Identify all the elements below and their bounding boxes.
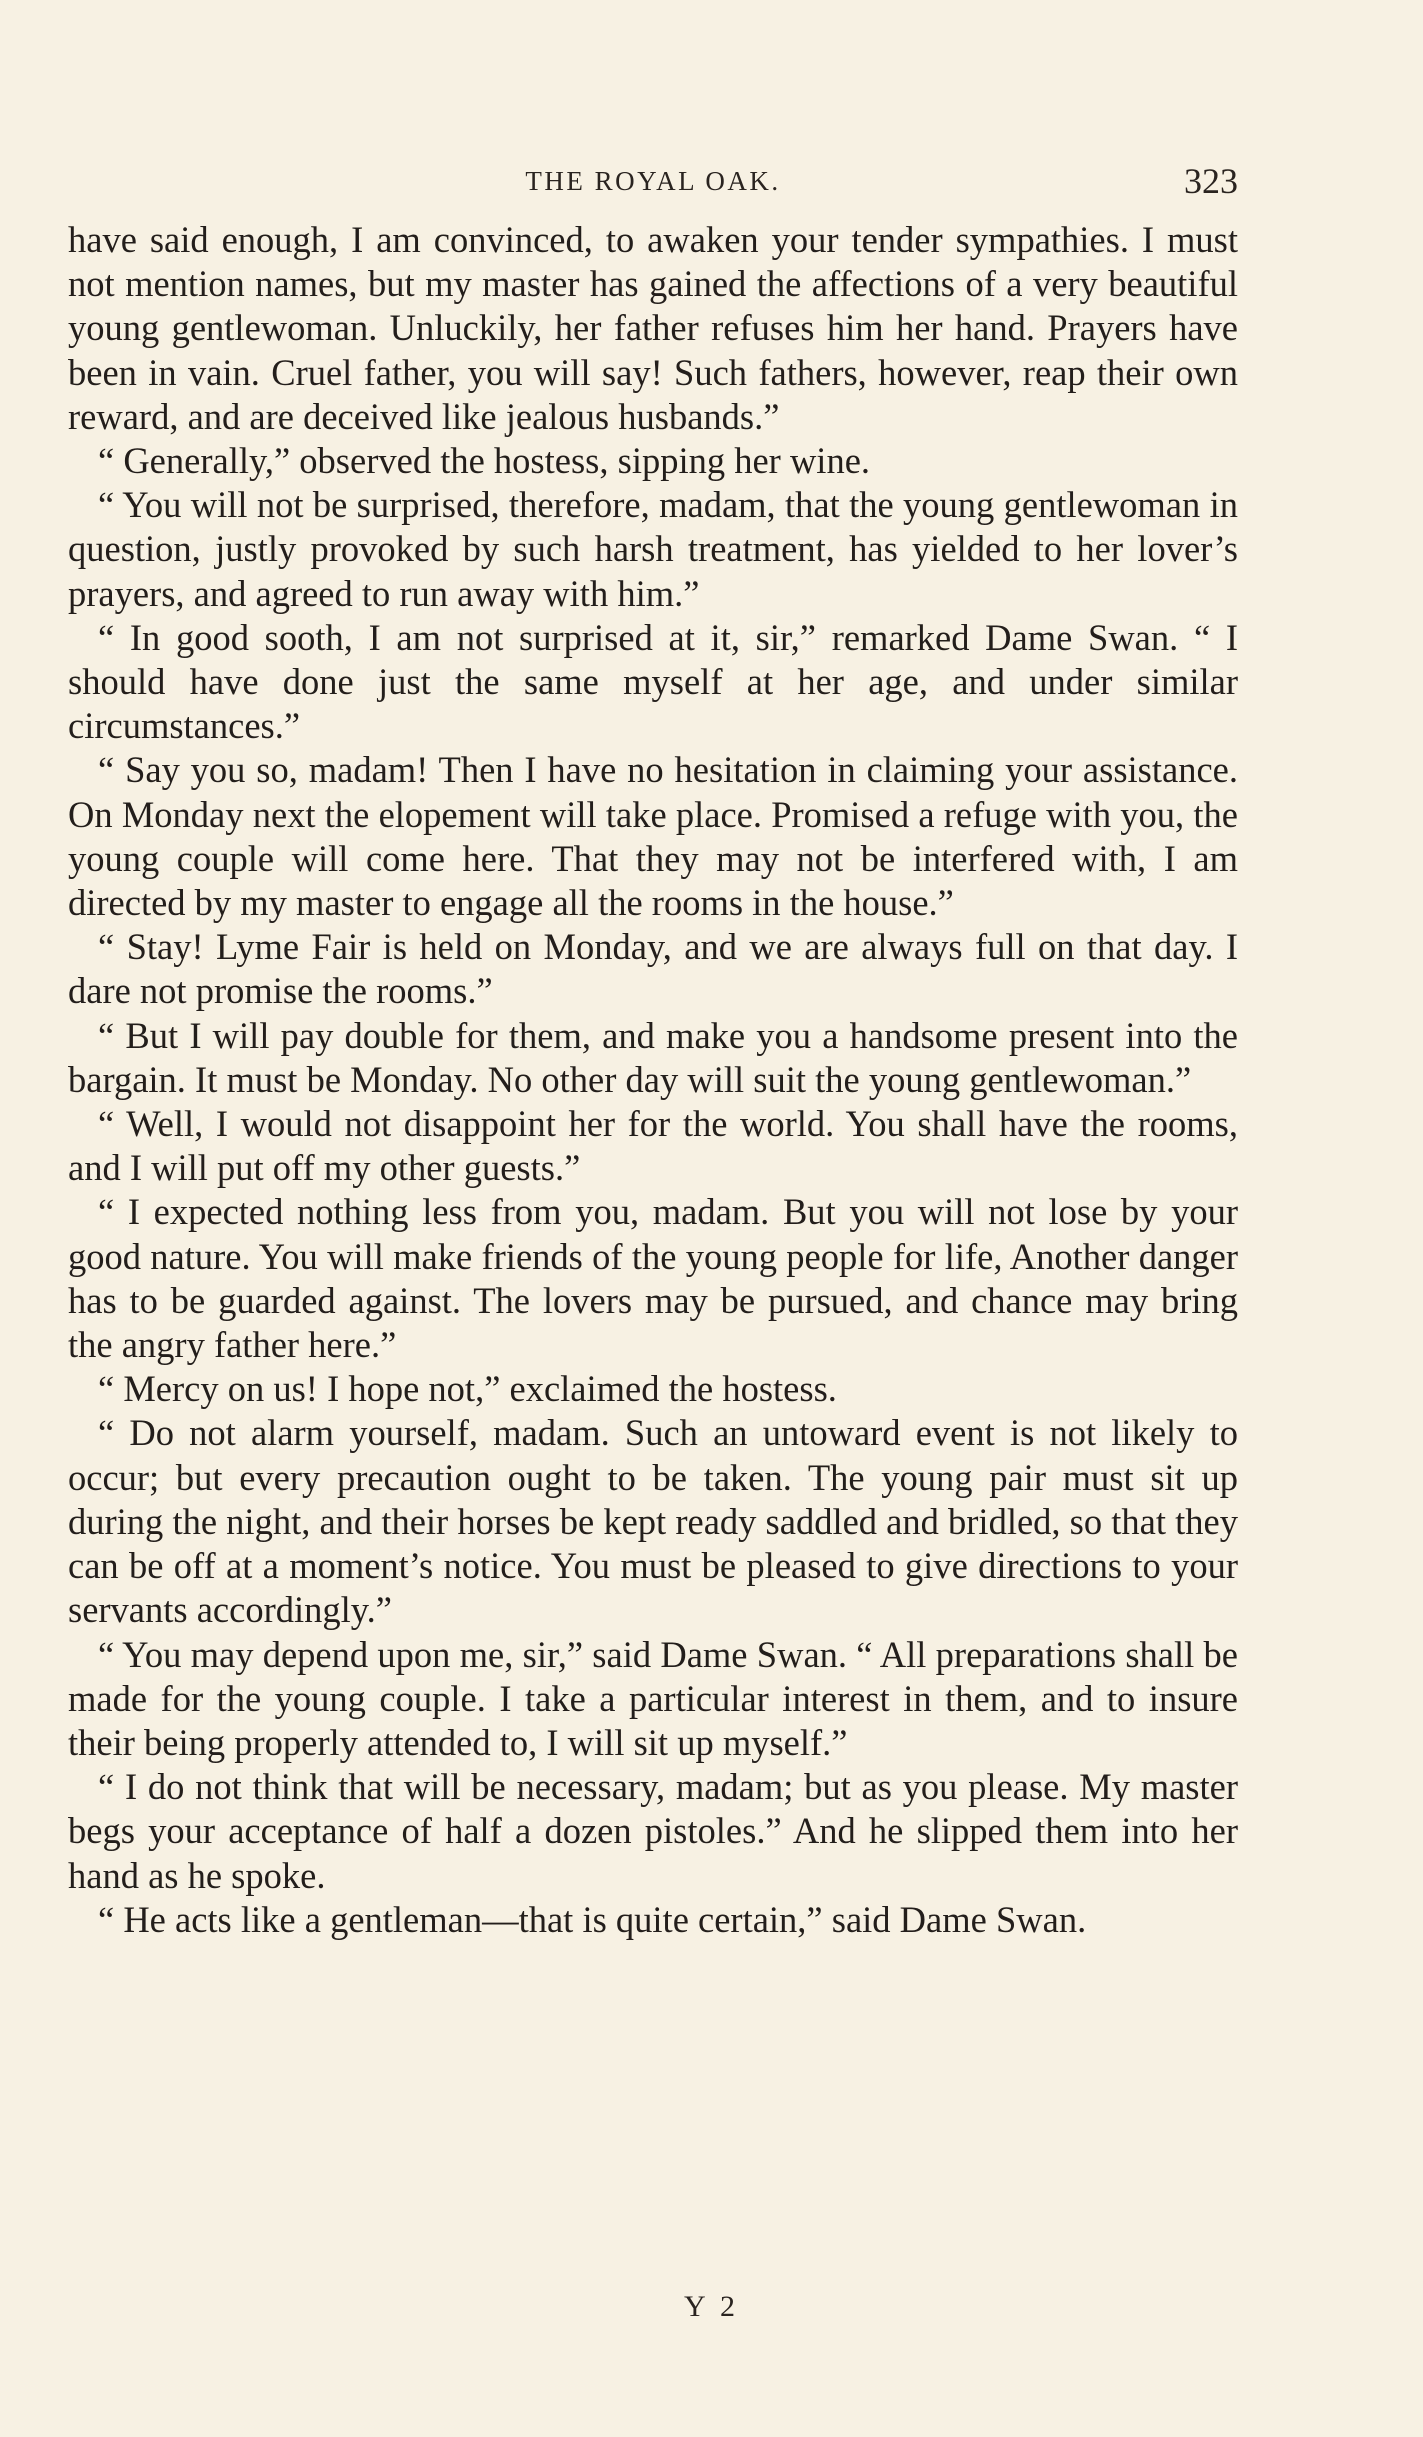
paragraph: have said enough, I am convinced, to awaken your tender sympathies. I must not mention names, but my master has gained the affections of a very beautiful young gentlewoman. Unluckily, her father refuses him her hand. Prayers have been in vain. Cruel father, you will say! Such fathers, however, reap their own reward, and are deceived like jealous husbands.” (68, 219, 1238, 437)
paragraph: “ Well, I would not disappoint her for the world. You shall have the rooms, and I will put off my other guests.” (68, 1103, 1238, 1189)
running-title: THE ROYAL OAK. (525, 166, 781, 196)
paragraph: “ Stay! Lyme Fair is held on Monday, and we are always full on that day. I dare not promise the rooms.” (68, 926, 1238, 1012)
paragraph: “ Do not alarm yourself, madam. Such an untoward event is not likely to occur; but every precaution ought to be taken. The young pair must sit up during the night, and their horses be kept ready saddled and bridled, so that they can be off at a moment’s notice. You must be pleased to give directions to your servants accordingly.” (68, 1412, 1238, 1631)
running-head (68, 160, 1238, 200)
paragraph: “ He acts like a gentleman—that is quite certain,” said Dame Swan. (98, 1898, 1087, 1940)
paragraph: “ Say you so, madam! Then I have no hesitation in claiming your assistance. On Monday next the elopement will take place. Promised a refuge with you, the young couple will come here. That they may not be interfered with, I am directed by my master to engage all the rooms in the house.” (68, 749, 1238, 924)
paragraph: “ You may depend upon me, sir,” said Dame Swan. “ All preparations shall be made for the young couple. I take a particular interest in them, and to insure their being properly attended to, I will sit up myself.” (68, 1633, 1238, 1763)
paragraph: “ You will not be surprised, therefore, madam, that the young gentlewoman in question, justly provoked by such harsh treatment, has yielded to her lover’s prayers, and agreed to run away with him.” (68, 484, 1238, 614)
paragraph: “ But I will pay double for them, and make you a handsome present into the bargain. It must be Monday. No other day will suit the young gentlewoman.” (68, 1014, 1238, 1100)
signature-mark: Y 2 (683, 2290, 740, 2323)
paragraph: “ I expected nothing less from you, madam. But you will not lose by your good nature. You will make friends of the young people for life, Another danger has to be guarded against. The lovers may be pursued, and chance may bring the angry father here.” (68, 1191, 1238, 1366)
body-text (68, 218, 1238, 1942)
paragraph: “ Generally,” observed the hostess, sipping her wine. (98, 440, 871, 482)
paragraph: “ In good sooth, I am not surprised at it, sir,” remarked Dame Swan. “ I should have done just the same myself at her age, and under similar circumstances.” (68, 616, 1238, 747)
paragraph: “ I do not think that will be necessary, madam; but as you please. My master begs your acceptance of half a dozen pistoles.” And he slipped them into her hand as he spoke. (68, 1766, 1238, 1896)
page-number: 323 (1184, 161, 1238, 201)
paragraph: “ Mercy on us! I hope not,” exclaimed the hostess. (98, 1368, 837, 1410)
